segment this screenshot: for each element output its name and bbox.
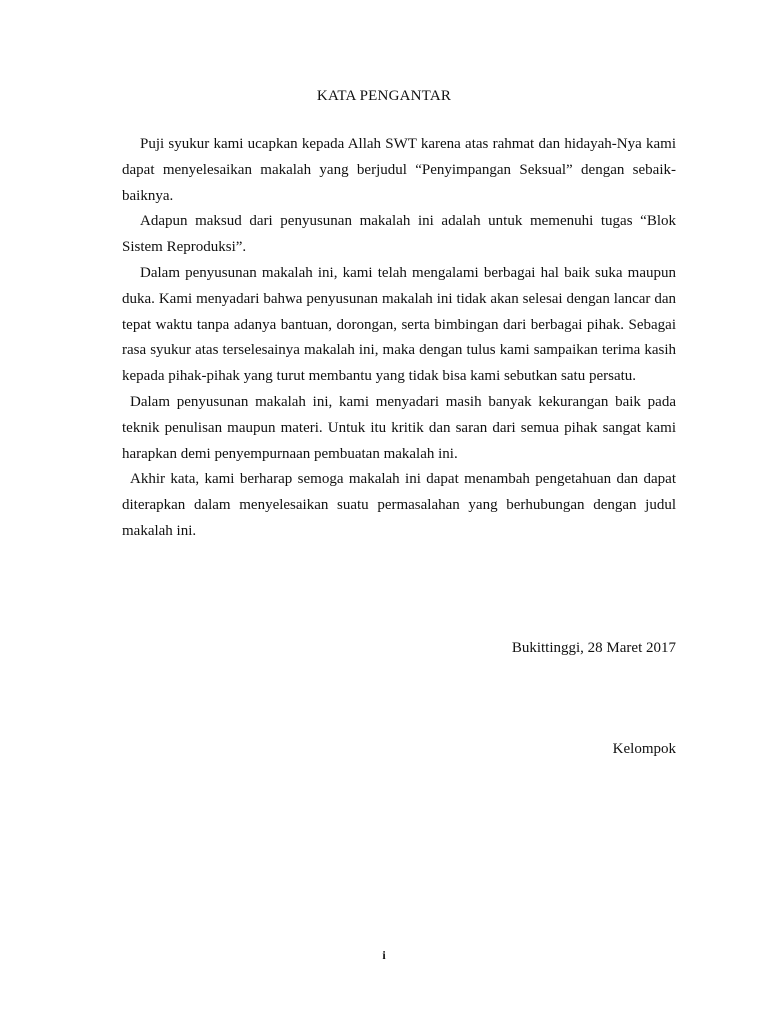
page-title: KATA PENGANTAR bbox=[316, 88, 452, 104]
signature-name: Kelompok bbox=[612, 741, 676, 757]
page-number: i bbox=[382, 948, 386, 962]
paragraph-4: Dalam penyusunan makalah ini, kami menyadari masih banyak kekurangan baik pada teknik penulisan maupun materi. Untuk itu kritik dan saran dari semua pihak sangat kami harapkan demi penyempurnaan pembuatan makalah ini. bbox=[122, 393, 676, 462]
paragraph-2: Adapun maksud dari penyusunan makalah ini adalah untuk memenuhi tugas “Blok Sistem Reproduksi”. bbox=[122, 213, 676, 256]
place-date: Bukittinggi, 28 Maret 2017 bbox=[511, 640, 676, 656]
paragraph-3: Dalam penyusunan makalah ini, kami telah mengalami berbagai hal baik suka maupun duka. Kami menyadari bahwa penyusunan makalah ini tidak akan selesai dengan lancar dan tepat waktu tanpa adanya bantuan, dorongan, serta bimbingan dari berbagai pihak. Sebagai rasa syukur atas terselesainya makalah ini, maka dengan tulus kami sampaikan terima kasih kepada pihak-pihak yang turut membantu yang tidak bisa kami sebutkan satu persatu. bbox=[122, 264, 676, 385]
paragraph-5: Akhir kata, kami berharap semoga makalah ini dapat menambah pengetahuan dan dapat diterapkan dalam menyelesaikan suatu permasalahan yang berhubungan dengan judul makalah ini. bbox=[122, 471, 676, 539]
document-body bbox=[122, 132, 676, 545]
paragraph-1: Puji syukur kami ucapkan kepada Allah SWT karena atas rahmat dan hidayah-Nya kami dapat menyelesaikan makalah yang berjudul “Penyimpangan Seksual” dengan sebaik-baiknya. bbox=[122, 136, 676, 204]
